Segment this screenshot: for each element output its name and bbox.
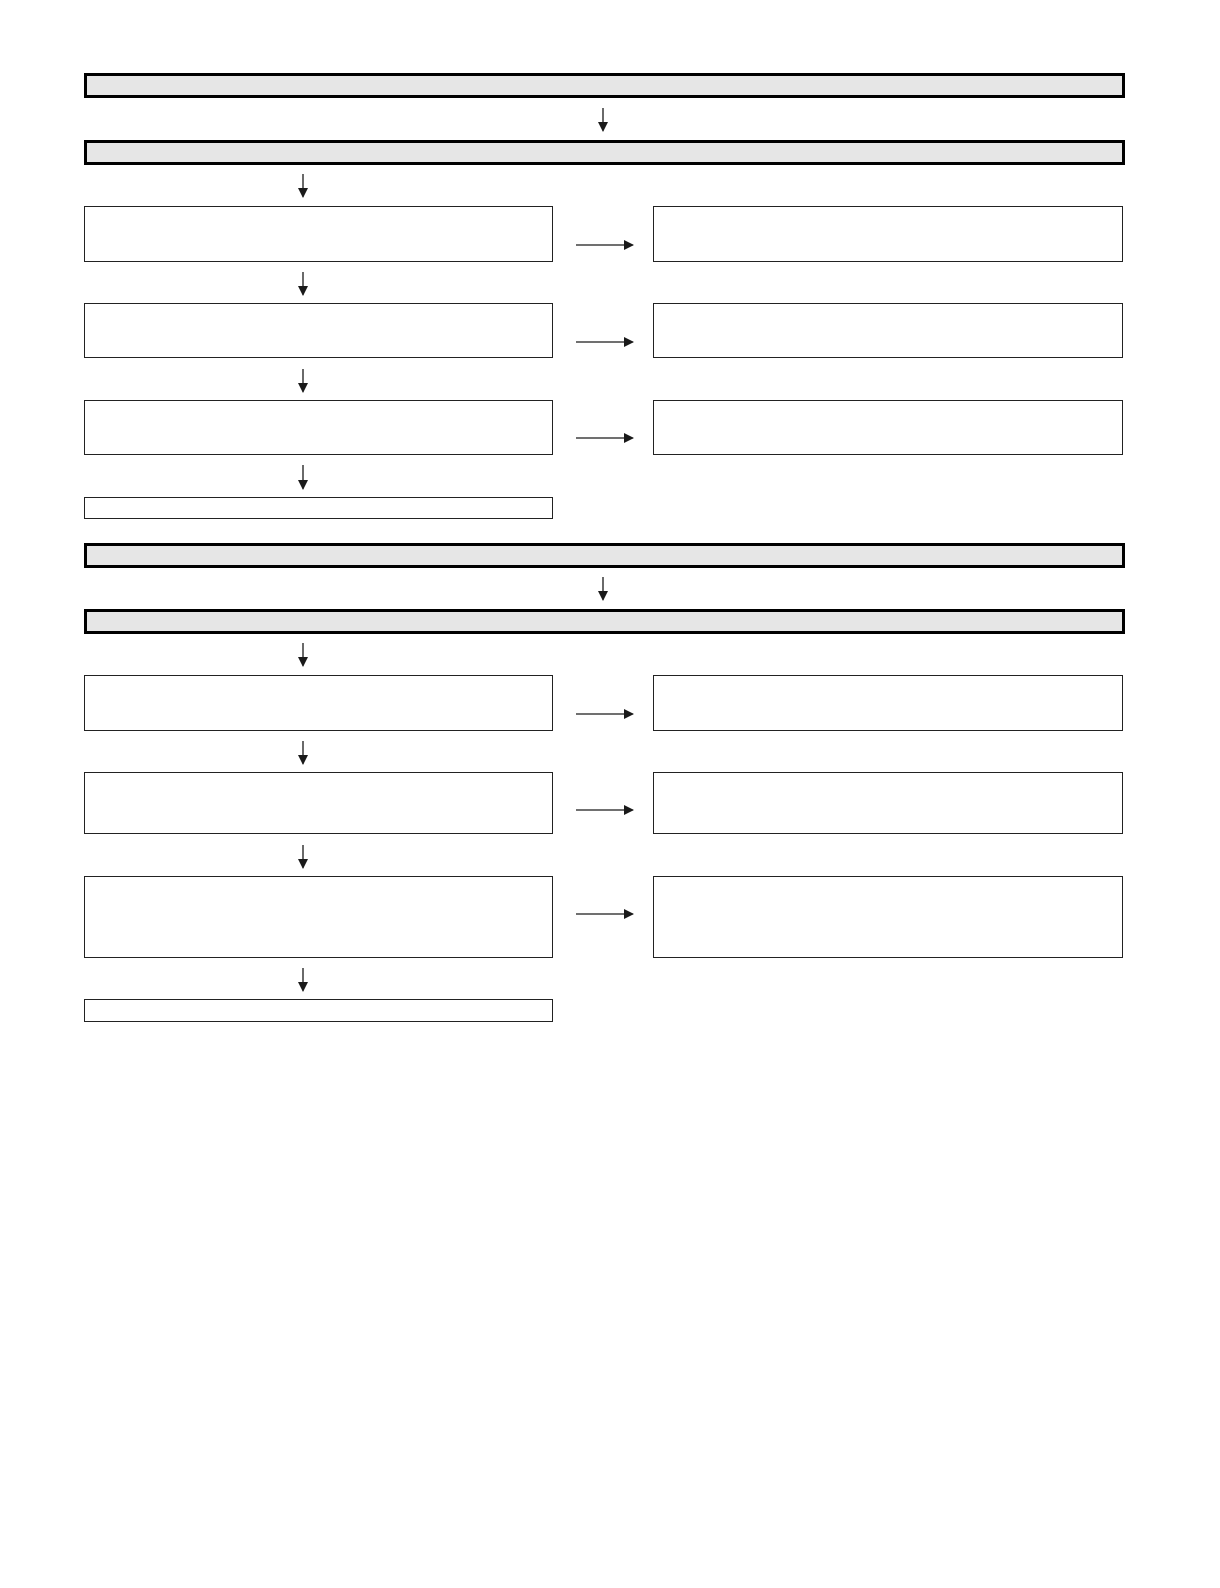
section-1-result-box-2: [653, 303, 1123, 358]
section-1-step-box-2: [84, 303, 553, 358]
section-1-step-label-1: [85, 207, 552, 215]
section-1-header-sub-label: [87, 143, 1122, 151]
section-1-result-box-3: [653, 400, 1123, 455]
section-2-header-sub-label: [87, 612, 1122, 620]
section-2-result-box-3: [653, 876, 1123, 958]
section-2-step-box-3: [84, 876, 553, 958]
section-1-header-top: [84, 73, 1125, 98]
section-2-step-label-2: [85, 773, 552, 781]
section-2-result-label-1: [654, 676, 1122, 684]
section-2-header-top-label: [87, 546, 1122, 554]
section-1-result-box-1: [653, 206, 1123, 262]
section-2-result-box-1: [653, 675, 1123, 731]
section-2-step-label-3: [85, 877, 552, 885]
section-1-result-label-2: [654, 304, 1122, 312]
section-1-step-label-2: [85, 304, 552, 312]
section-2-step-box-1: [84, 675, 553, 731]
section-2-header-top: [84, 543, 1125, 568]
section-2-step-box-2: [84, 772, 553, 834]
section-2-end-label: [85, 1000, 552, 1008]
section-1-end-box: [84, 497, 553, 519]
section-2-result-box-2: [653, 772, 1123, 834]
section-1-header-top-label: [87, 76, 1122, 84]
section-1-end-label: [85, 498, 552, 506]
section-1-step-label-3: [85, 401, 552, 409]
section-2-step-label-1: [85, 676, 552, 684]
section-1-result-label-3: [654, 401, 1122, 409]
section-2-header-sub: [84, 609, 1125, 634]
section-2-result-label-3: [654, 877, 1122, 885]
section-1-header-sub: [84, 140, 1125, 165]
section-2-end-box: [84, 999, 553, 1022]
section-2-result-label-2: [654, 773, 1122, 781]
section-1-step-box-3: [84, 400, 553, 455]
section-1-result-label-1: [654, 207, 1122, 215]
section-1-step-box-1: [84, 206, 553, 262]
